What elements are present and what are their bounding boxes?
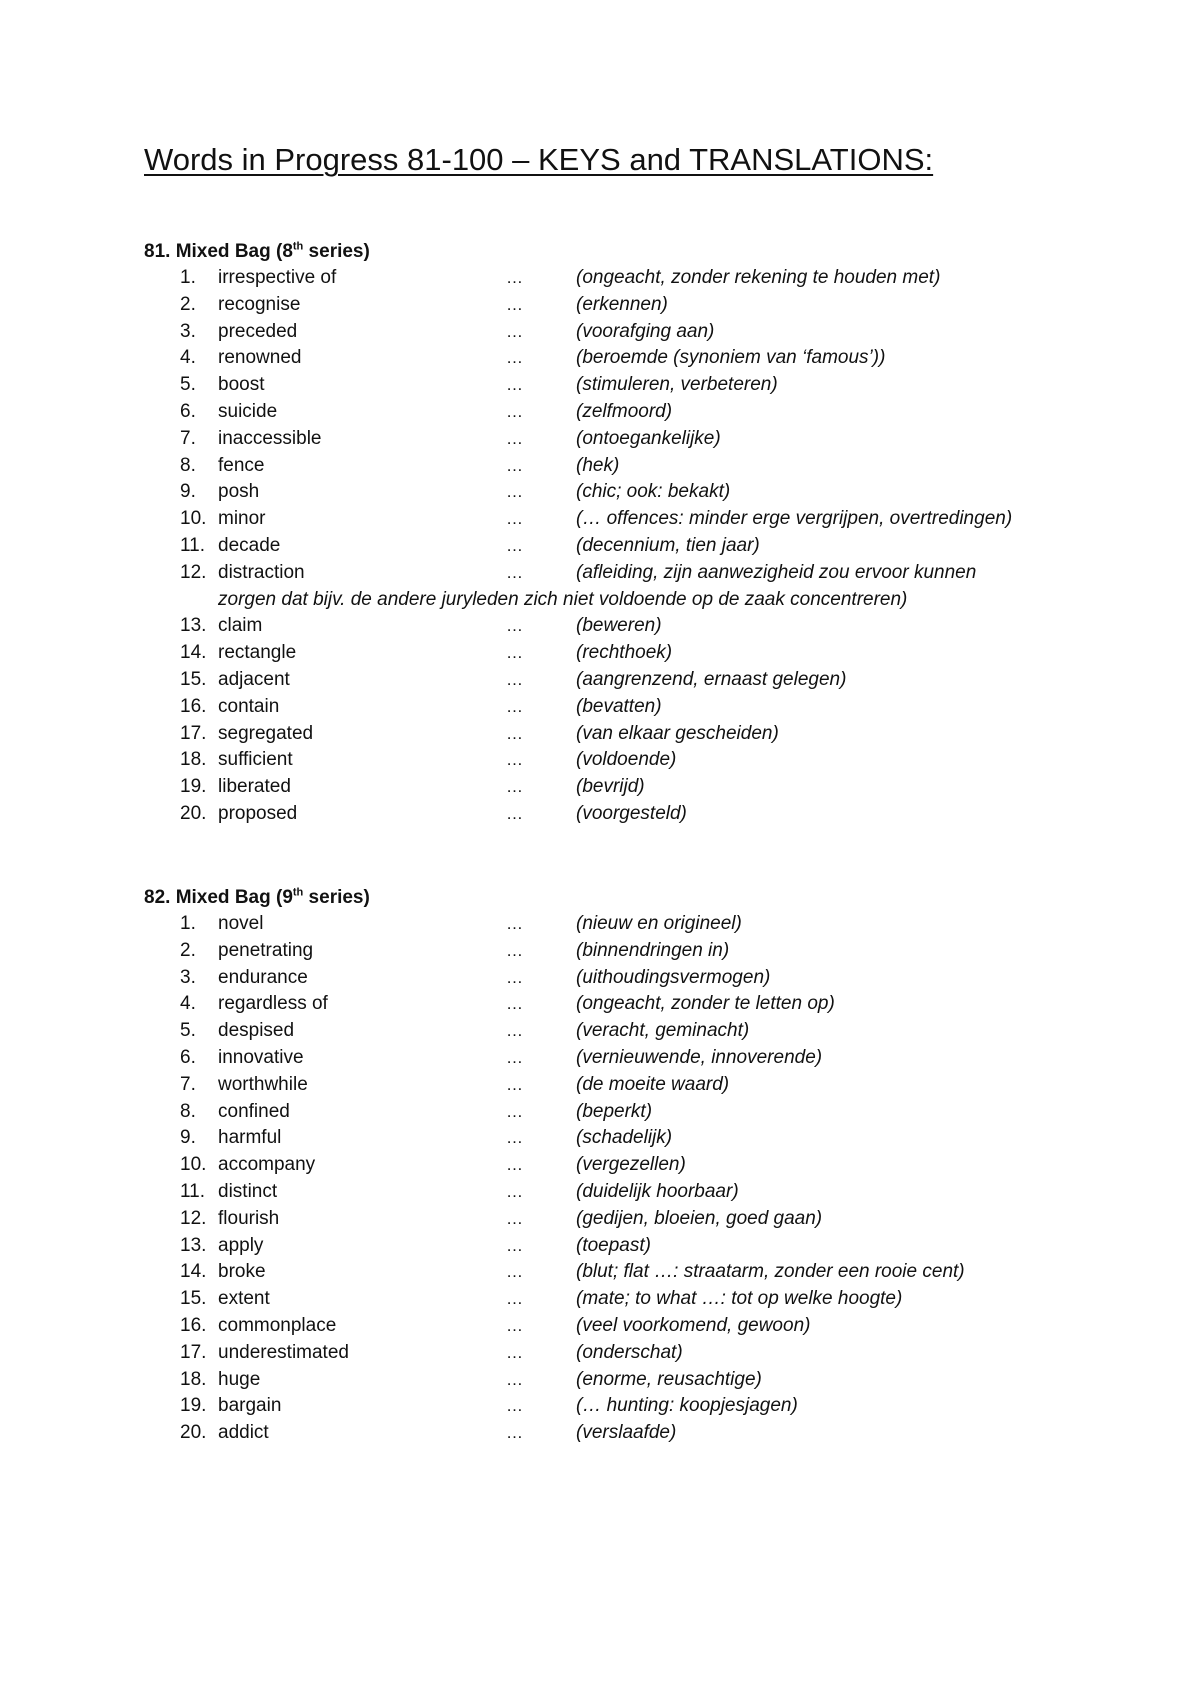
list-item [144,265,1144,292]
entry-separator: … [506,1396,523,1416]
entry-separator: … [506,914,523,933]
entry-translation: (hek) [576,454,620,476]
entry-separator: … [506,1262,523,1282]
entry-separator: … [506,803,523,823]
entry-number: 1. [180,913,196,934]
entry-word: penetrating [218,939,314,961]
entry-word: confined [218,1100,290,1122]
entry-word: endurance [218,966,308,988]
entry-translation: (binnendringen in) [576,939,730,961]
entry-word: rectangle [218,642,297,664]
entry-word: commonplace [218,1314,337,1336]
entry-separator: … [506,1315,523,1335]
entry-separator: … [506,1423,523,1443]
list-item [144,1233,1144,1260]
entry-number: 10. [180,508,207,530]
section-81 [144,238,1144,828]
entry-separator: … [506,1342,523,1362]
entry-translation: (nieuw en origineel) [576,913,742,934]
entry-number: 18. [180,749,207,771]
section-heading-ordinal: th [292,240,304,253]
entry-separator: … [506,1181,523,1201]
entry-separator: … [506,1047,523,1067]
entry-separator: … [506,1128,523,1148]
entry-number: 9. [180,1127,196,1149]
entry-separator: … [506,1074,523,1094]
entry-separator: … [506,777,523,797]
entry-translation: (bevrijd) [576,776,645,798]
entry-translation: (veracht, geminacht) [576,1020,750,1042]
entry-translation: (beroemde (synoniem van ‘famous’)) [576,347,886,369]
entry-word: minor [218,508,266,530]
entry-number: 11. [180,1180,206,1202]
entry-separator: … [506,428,523,448]
entry-word: posh [218,481,260,503]
entry-number: 7. [180,427,196,449]
entry-translation: (beperkt) [576,1100,653,1122]
entry-separator: … [506,1369,523,1389]
section-82 [144,884,1144,1447]
entry-word: liberated [218,776,291,798]
entry-number: 6. [180,1046,196,1068]
entry-translation: (gedijen, bloeien, goed gaan) [576,1207,823,1229]
entry-translation: (ongeacht, zonder rekening te houden met) [576,267,941,288]
list-item [144,479,1144,506]
list-item [144,801,1144,828]
list-item [144,1206,1144,1233]
entry-separator: … [506,967,523,987]
entry-separator: … [506,669,523,689]
list-item [144,1286,1144,1313]
entry-number: 13. [180,1234,207,1256]
entry-translation: (beweren) [576,615,662,637]
entry-number: 8. [180,454,196,476]
entry-translation: (zelfmoord) [576,400,673,422]
list-item [144,1420,1144,1447]
entry-separator: … [506,348,523,368]
entry-translation: (aangrenzend, ernaast gelegen) [576,668,847,690]
list-item [144,1313,1144,1340]
entry-number: 16. [180,1314,207,1336]
entry-word: segregated [218,722,314,744]
entry-separator: … [506,1101,523,1121]
entry-word: adjacent [218,668,290,690]
entry-separator: … [506,1155,523,1175]
entry-separator: … [506,482,523,502]
word-list [144,265,1144,828]
entry-translation: (enorme, reusachtige) [576,1368,762,1390]
entry-word: proposed [218,802,298,824]
entry-translation: (blut; flat …: straatarm, zonder een rooie cent) [576,1261,965,1283]
entry-translation: (bevatten) [576,695,662,717]
list-item [144,694,1144,721]
entry-separator: … [506,1021,523,1041]
entry-separator: … [506,562,523,582]
list-item [144,991,1144,1018]
entry-separator: … [506,375,523,395]
page-title: Words in Progress 81-100 – KEYS and TRANSLATIONS: [144,142,934,177]
list-item [144,399,1144,426]
list-item [144,506,1144,533]
list-item [144,1179,1144,1206]
entry-number: 18. [180,1368,207,1390]
list-item [144,721,1144,748]
entry-translation: (ontoegankelijke) [576,427,721,449]
entry-translation: (uithoudingsvermogen) [576,966,771,988]
entry-word: flourish [218,1207,280,1229]
entry-number: 5. [180,374,196,396]
entry-word: contain [218,695,280,717]
entry-number: 12. [180,561,207,583]
entry-translation: (decennium, tien jaar) [576,534,760,556]
entry-word: harmful [218,1127,282,1149]
entry-number: 16. [180,695,207,717]
list-item [144,1340,1144,1367]
entry-word: fence [218,454,265,476]
entry-separator: … [506,1289,523,1309]
list-item [144,1018,1144,1045]
section-heading-prefix: 81. Mixed Bag (8 [144,241,293,262]
entry-word: worthwhile [218,1073,308,1095]
entry-word: suicide [218,400,278,422]
entry-word: apply [218,1234,264,1256]
entry-separator: … [506,616,523,636]
entry-number: 2. [180,293,196,315]
entry-translation: (afleiding, zijn aanwezigheid zou ervoor kunnen [576,561,977,583]
list-item [144,372,1144,399]
entry-separator: … [506,321,523,341]
entry-word: huge [218,1368,261,1390]
entry-separator: … [506,401,523,421]
entry-translation: (vergezellen) [576,1154,686,1176]
list-item [144,345,1144,372]
entry-number: 20. [180,802,207,824]
entry-separator: … [506,1235,523,1255]
entry-translation: (stimuleren, verbeteren) [576,374,778,396]
entry-translation: (voorafging aan) [576,320,715,342]
entry-separator: … [506,509,523,529]
list-item [144,1152,1144,1179]
entry-separator: … [506,294,523,314]
list-item [144,1393,1144,1420]
entry-word: claim [218,615,263,637]
entry-translation: (… offences: minder erge vergrijpen, overtredingen) [576,508,1013,530]
entry-word: bargain [218,1395,282,1417]
entry-separator: … [506,723,523,743]
section-heading-suffix: series) [303,241,370,262]
entry-word: recognise [218,293,301,315]
list-item [144,667,1144,694]
entry-word: preceded [218,320,298,342]
entry-number: 10. [180,1154,207,1176]
entry-word: boost [218,374,265,396]
entry-separator: … [506,643,523,663]
list-item [144,1099,1144,1126]
list-item [144,965,1144,992]
entry-translation: (ongeacht, zonder te letten op) [576,993,835,1015]
entry-number: 11. [180,534,206,556]
list-item [144,426,1144,453]
entry-number: 20. [180,1422,207,1444]
list-item [144,1367,1144,1394]
list-item [144,1259,1144,1286]
entry-word: sufficient [218,749,293,771]
entry-number: 4. [180,347,196,369]
entry-number: 12. [180,1207,207,1229]
entry-word: inaccessible [218,427,322,449]
list-item [144,453,1144,480]
list-item [144,1072,1144,1099]
entry-number: 17. [180,722,207,744]
entry-word: innovative [218,1046,304,1068]
entry-separator: … [506,696,523,716]
entry-number: 4. [180,993,196,1015]
entry-number: 5. [180,1020,196,1042]
entry-word: novel [218,913,264,934]
section-heading [144,238,1144,265]
entry-word: distraction [218,561,305,583]
entry-word: accompany [218,1154,316,1176]
entry-translation: (mate; to what …: tot op welke hoogte) [576,1288,903,1310]
entry-number: 8. [180,1100,196,1122]
list-item [144,560,1144,614]
entry-separator: … [506,535,523,555]
list-item [144,292,1144,319]
entry-word: regardless of [218,993,328,1015]
entry-number: 3. [180,320,196,342]
entry-translation: (vernieuwende, innoverende) [576,1046,823,1068]
entry-number: 19. [180,1395,207,1417]
entry-number: 14. [180,642,207,664]
list-item [144,747,1144,774]
entry-translation: (chic; ook: bekakt) [576,481,731,503]
entry-word: extent [218,1288,270,1310]
entry-separator: … [506,455,523,475]
entry-word: irrespective of [218,267,337,288]
list-item [144,938,1144,965]
entry-number: 15. [180,1288,207,1310]
list-item [144,774,1144,801]
entry-translation: (onderschat) [576,1341,683,1363]
entry-translation: (verslaafde) [576,1422,677,1444]
entry-word: broke [218,1261,266,1283]
section-heading-suffix: series) [303,887,370,908]
list-item [144,1125,1144,1152]
entry-number: 9. [180,481,196,503]
entry-number: 1. [180,267,196,288]
list-item [144,319,1144,346]
word-list [144,911,1144,1447]
entry-translation: (de moeite waard) [576,1073,730,1095]
entry-translation: (… hunting: koopjesjagen) [576,1395,798,1417]
entry-word: despised [218,1020,295,1042]
entry-separator: … [506,1208,523,1228]
entry-translation-continued: zorgen dat bijv. de andere juryleden zich niet voldoende op de zaak concentreren) [218,588,908,610]
list-item [144,1045,1144,1072]
entry-word: distinct [218,1180,278,1202]
entry-number: 7. [180,1073,196,1095]
entry-translation: (rechthoek) [576,642,673,664]
entry-word: renowned [218,347,302,369]
entry-separator: … [506,994,523,1014]
list-item [144,640,1144,667]
entry-translation: (veel voorkomend, gewoon) [576,1314,811,1336]
entry-word: addict [218,1422,269,1444]
entry-number: 17. [180,1341,207,1363]
entry-translation: (duidelijk hoorbaar) [576,1180,739,1202]
section-heading [144,884,1144,911]
entry-translation: (voldoende) [576,749,677,771]
entry-number: 15. [180,668,207,690]
list-item [144,613,1144,640]
entry-number: 13. [180,615,207,637]
list-item [144,533,1144,560]
section-heading-prefix: 82. Mixed Bag (9 [144,887,293,908]
entry-separator: … [506,268,523,287]
entry-number: 3. [180,966,196,988]
section-heading-ordinal: th [292,886,304,899]
entry-translation: (schadelijk) [576,1127,673,1149]
entry-translation: (voorgesteld) [576,802,687,824]
entry-separator: … [506,750,523,770]
entry-number: 6. [180,400,196,422]
entry-word: underestimated [218,1341,349,1363]
entry-translation: (toepast) [576,1234,651,1256]
list-item [144,911,1144,938]
entry-translation: (van elkaar gescheiden) [576,722,779,744]
entry-number: 19. [180,776,207,798]
entry-word: decade [218,534,281,556]
entry-number: 2. [180,939,196,961]
entry-number: 14. [180,1261,207,1283]
entry-translation: (erkennen) [576,293,668,315]
entry-separator: … [506,940,523,960]
